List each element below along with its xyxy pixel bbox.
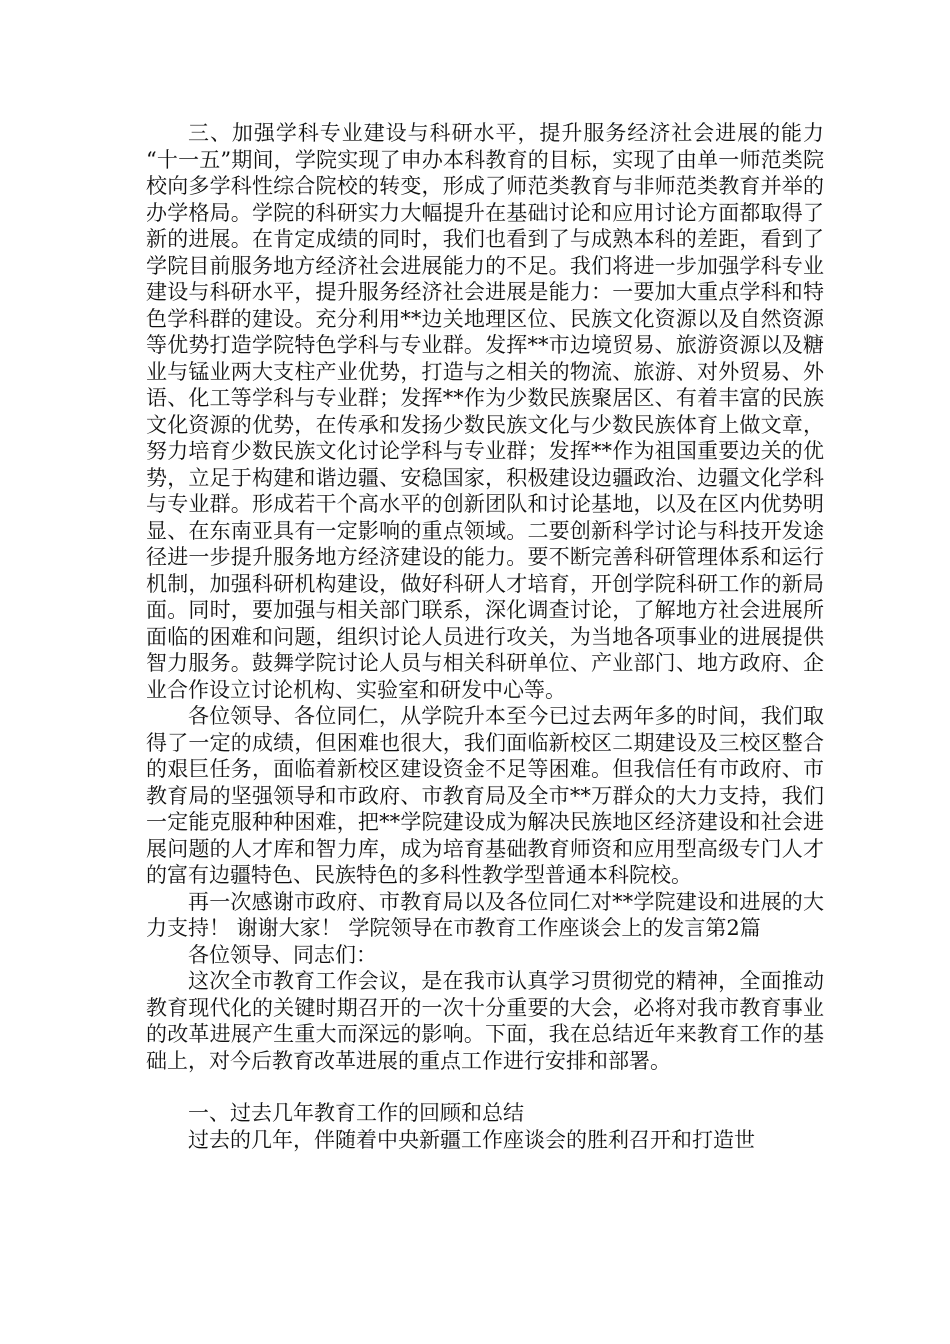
paragraph-leaders-colleagues: 各位领导、各位同仁，从学院升本至今已过去两年多的时间，我们取得了一定的成绩，但困难也很大，我们面临新校区二期建设及三校区整合的艰巨任务，面临着新校区建设资金不足等困难。但我信任有市政府、市教育局的坚强领导和市政府、市教育局及全市**万群众的大力支持，我们一定能克服种种困难，把**学院建设成为解决民族地区经济建设和社会进展问题的人才库和智力库，成为培育基础教育师资和应用型高级专门人才的富有边疆特色、民族特色的多科性教学型普通本科院校。 [146,704,824,887]
paragraph-past-years: 过去的几年，伴随着中央新疆工作座谈会的胜利召开和打造世 [188,1127,755,1152]
paragraph-spacer [146,1074,824,1100]
paragraph-meeting-intro: 这次全市教育工作会议，是在我市认真学习贯彻党的精神，全面推动教育现代化的关键时期召开的一次十分重要的大会，必将对我市教育事业的改革进展产生重大而深远的影响。下面，我在总结近年来教育工作的基础上，对今后教育改革进展的重点工作进行安排和部署。 [146,969,824,1073]
paragraph-thanks-and-title: 再一次感谢市政府、市教育局以及各位同仁对**学院建设和进展的大力支持！ 谢谢大家！ 学院领导在市教育工作座谈会上的发言第2篇 [146,889,824,940]
paragraph-discipline-research: 三、加强学科专业建设与科研水平，提升服务经济社会进展的能力 “十一五”期间，学院实现了申办本科教育的目标，实现了由单一师范类院校向多学科性综合院校的转变，形成了师范类教育与非师范类教育并举的办学格局。学院的科研实力大幅提升在基础讨论和应用讨论方面都取得了新的进展。在肯定成绩的同时，我们也看到了与成熟本科的差距，看到了学院目前服务地方经济社会进展能力的不足。我们将进一步加强学科专业建设与科研水平，提升服务经济社会进展是能力：一要加大重点学科和特色学科群的建设。充分利用**边关地理区位、民族文化资源以及自然资源等优势打造学院特色学科与专业群。发挥**市边境贸易、旅游资源以及糖业与锰业两大支柱产业优势，打造与之相关的物流、旅游、对外贸易、外语、化工等学科与专业群；发挥**作为少数民族聚居区、有着丰富的民族文化资源的优势，在传承和发扬少数民族文化与少数民族体育上做文章，努力培育少数民族文化讨论学科与专业群；发挥**作为祖国重要边关的优势，立足于构建和谐边疆、安稳国家，积极建设边疆政治、边疆文化学科与专业群。形成若干个高水平的创新团队和讨论基地，以及在区内优势明显、在东南亚具有一定影响的重点领域。二要创新科学讨论与科技开发途径进一步提升服务地方经济建设的能力。要不断完善科研管理体系和运行机制，加强科研机构建设，做好科研人才培育，开创学院科研工作的新局面。同时，要加强与相关部门联系，深化调查讨论，了解地方社会进展所面临的困难和问题，组织讨论人员进行攻关，为当地各项事业的进展提供智力服务。鼓舞学院讨论人员与相关科研单位、产业部门、地方政府、企业合作设立讨论机构、实验室和研发中心等。 [146,121,824,702]
paragraph-salutation: 各位领导、同志们： [188,942,377,967]
section-heading-review: 一、过去几年教育工作的回顾和总结 [188,1101,524,1125]
document-body [146,120,824,1153]
